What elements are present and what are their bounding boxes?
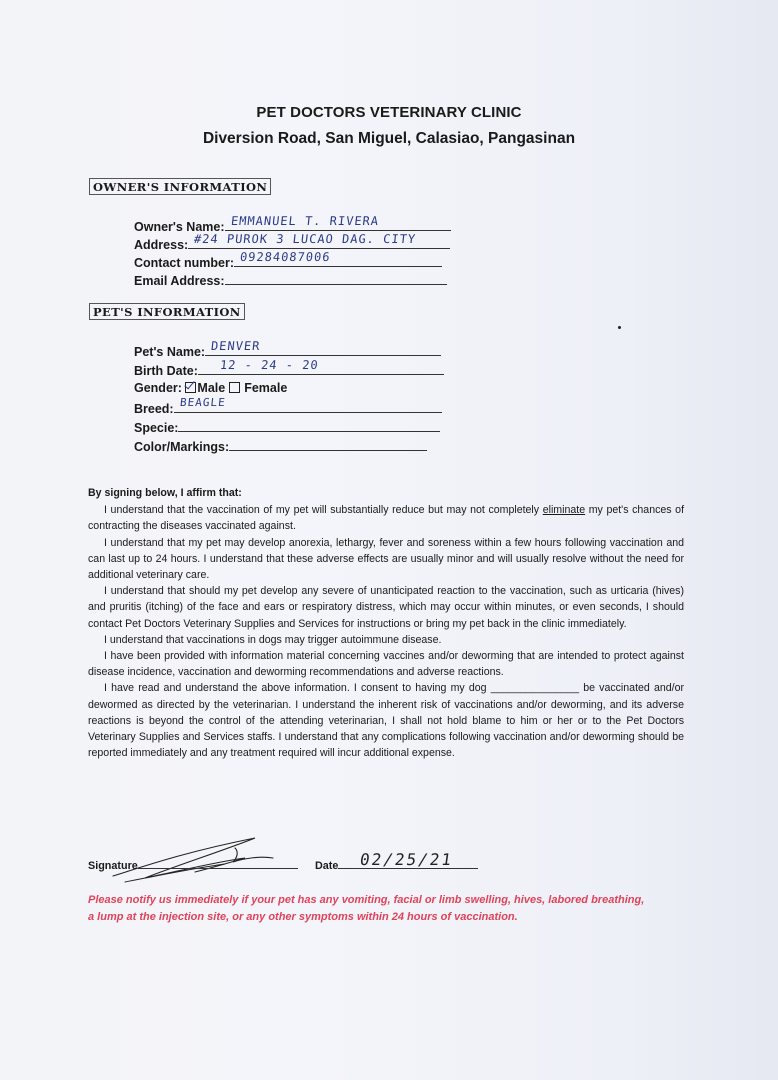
clinic-address: Diversion Road, San Miguel, Calasiao, Pangasinan <box>202 130 576 147</box>
breed-row <box>134 398 442 416</box>
birth-date-row <box>134 360 444 378</box>
birth-date-label: Birth Date: <box>134 364 198 378</box>
address-label: Address: <box>134 238 189 252</box>
signature-field[interactable] <box>138 856 298 869</box>
email-row <box>134 270 447 288</box>
breed-value: BEAGLE <box>178 396 227 409</box>
gender-label: Gender: <box>134 381 182 395</box>
breed-field[interactable] <box>174 398 442 413</box>
breed-label: Breed: <box>134 402 174 416</box>
birth-date-value: 12 - 24 - 20 <box>219 358 320 372</box>
date-row <box>315 850 478 872</box>
birth-date-field[interactable] <box>198 360 444 375</box>
dog-name-blank[interactable]: _______________ <box>490 682 580 695</box>
gender-female-label: Female <box>244 381 288 395</box>
signature-row <box>88 856 298 872</box>
owner-section-title: OWNER'S INFORMATION <box>89 178 271 195</box>
consent-paragraph-2: I understand that my pet may develop anorexia, lethargy, fever and soreness within a few hours following vaccination and can last up to 24 hours. I understand that these adverse effects are usually minor and will usually resolve without the need for additional veterinary care. <box>88 536 684 582</box>
consent-text <box>88 485 684 761</box>
contact-field[interactable] <box>234 252 442 267</box>
pet-name-value: DENVER <box>210 339 262 353</box>
signature-label: Signature <box>88 860 138 872</box>
gender-female-checkbox[interactable] <box>229 382 240 393</box>
color-row <box>134 436 427 454</box>
post-vaccination-notice: Please notify us immediately if your pet has any vomiting, facial or limb swelling, hives, labored breathing, a lump at the injection site, or any other symptoms within 24 hours of vaccination. <box>88 894 645 923</box>
specie-row <box>134 417 440 435</box>
specie-label: Specie: <box>134 421 179 435</box>
date-field[interactable] <box>338 850 478 869</box>
owner-name-label: Owner's Name: <box>134 220 225 234</box>
gender-male-label: Male <box>197 381 226 395</box>
pet-name-label: Pet's Name: <box>134 345 206 359</box>
owner-name-field[interactable] <box>225 216 451 231</box>
owner-name-value: EMMANUEL T. RIVERA <box>229 214 380 228</box>
consent-paragraph-3: I understand that should my pet develop any severe of unanticipated reaction to the vaccination, such as urticaria (hives) and pruritis (itching) of the face and ears or respiratory distress, which may occur within minutes, or even seconds, I should contact Pet Doctors Veterinary Supplies and Services for instructions or bring my pet back in the clinic immediately. <box>88 585 684 630</box>
gender-male-checkbox[interactable] <box>185 382 196 393</box>
stray-mark <box>618 326 621 329</box>
consent-paragraph-5: I have been provided with information material concerning vaccines and/or deworming that are intended to protect against disease incidence, vaccination and deworming recommendations and adverse reactions. <box>88 650 684 679</box>
contact-row <box>134 252 442 270</box>
address-value: #24 PUROK 3 LUCAO DAG. CITY <box>193 232 418 246</box>
specie-field[interactable] <box>178 417 440 432</box>
consent-paragraph-6: I have read and understand the above information. I consent to having my dog _______________ be vaccinated and/or dewormed as directed by the veterinarian. I understand the inherent risk of vaccinations and/or deworming, and its adverse reactions is beyond the control of the attending veterinarian, I shall not hold blame to him or her or to the Pet Doctors Veterinary Supplies and Services staffs. I understand that any complications following vaccination and/or deworming should be reported immediately and any treatment required will incur additional expense. <box>88 682 684 760</box>
affirm-heading: By signing below, I affirm that: <box>88 487 242 499</box>
consent-paragraph-4: I understand that vaccinations in dogs may trigger autoimmune disease. <box>104 633 442 646</box>
pet-section-title: PET'S INFORMATION <box>89 303 245 320</box>
contact-value: 09284087006 <box>239 250 332 264</box>
consent-paragraph-1: I understand that the vaccination of my pet will substantially reduce but may not completely eliminate my pet's chances of contracting the diseases vaccinated against. <box>88 504 685 533</box>
color-label: Color/Markings: <box>134 440 230 454</box>
address-field[interactable] <box>188 234 450 249</box>
email-label: Email Address: <box>134 274 225 288</box>
date-value: 02/25/21 <box>359 850 455 869</box>
clinic-name: PET DOCTORS VETERINARY CLINIC <box>256 104 522 121</box>
email-field[interactable] <box>225 270 447 285</box>
contact-label: Contact number: <box>134 256 234 270</box>
date-label: Date <box>315 860 339 872</box>
pet-name-field[interactable] <box>205 341 441 356</box>
color-field[interactable] <box>229 436 427 451</box>
